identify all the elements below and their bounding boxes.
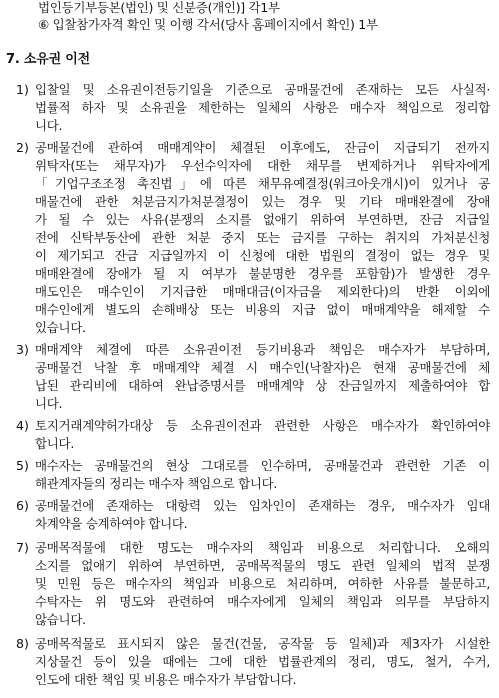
prev-item-6-number: ⑥ xyxy=(38,17,49,32)
item-line: 「기업구조조정 촉진법」에 따른 채무유예결정(워크아웃개시)이 있거나 공 xyxy=(35,176,490,191)
item-number: 4) xyxy=(16,418,29,433)
item-line: 소지를 없애기 위하여 부연하면, 공매목적물의 명도 관련 일체의 법적 분쟁 xyxy=(35,558,490,573)
item-line: 공매목적물에 대한 명도는 매수자의 책임과 비용으로 처리합니다. 오해의 xyxy=(35,540,490,555)
item-number: 6) xyxy=(16,498,29,513)
item-line: 매수인에게 별도의 손해배상 또는 비용의 지급 없이 매매계약을 해제할 수 xyxy=(35,302,490,317)
item-number: 5) xyxy=(16,458,29,473)
item-line: 매물건에 관한 처분금지가처분결정이 있는 경우 및 기타 매매완결에 장애 xyxy=(35,194,490,209)
item-line: 않습니다. xyxy=(35,612,86,627)
item-number: 1) xyxy=(16,82,29,97)
item-line: 해관계자들의 정리는 매수자 책임으로 합니다. xyxy=(35,476,278,491)
item-line: 수탁자는 위 명도와 관련하여 매수자에게 일체의 책임과 의무를 부담하지 xyxy=(35,594,490,609)
item-number: 2) xyxy=(16,140,29,155)
item-line: 인도에 대한 책임 및 비용은 매수자가 부담합니다. xyxy=(35,672,297,687)
item-line: 매도인은 매수인이 기지급한 매매대금(이자금을 제외한다)의 반환 이외에 xyxy=(35,284,490,299)
item-line: 납된 관리비에 대하여 완납증명서를 매매계약 상 잔금일까지 제출하여야 합 xyxy=(35,378,490,393)
prev-item-6 xyxy=(38,17,378,33)
item-line: 토지거래계약허가대상 등 소유권이전과 관련한 사항은 매수자가 확인하여야 xyxy=(35,418,490,433)
item-line: 법률적 하자 및 소유권을 제한하는 일체의 사항은 매수자 책임으로 정리합 xyxy=(35,100,490,115)
prev-item-continuation: 법인등기부등본(법인) 및 신분증(개인)] 각1부 xyxy=(38,0,280,15)
item-line: 니다. xyxy=(35,118,63,133)
item-number: 8) xyxy=(16,636,29,651)
item-line: 차계약을 승계하여야 합니다. xyxy=(35,516,188,531)
item-line: 전에 신탁부동산에 관한 처분 중지 또는 금지를 구하는 취지의 가처분신청 xyxy=(35,230,490,245)
item-line: 니다. xyxy=(35,396,63,411)
item-line: 위탁자(또는 채무자)가 우선수익자에 대한 채무를 변제하거나 위탁자에게 xyxy=(35,158,490,173)
section-title: 7. 소유권 이전 xyxy=(6,52,91,67)
item-line: 있습니다. xyxy=(35,320,86,335)
prev-item-6-text: 입찰참가자격 확인 및 이행 각서(당사 홈페이지에서 확인) 1부 xyxy=(52,17,378,32)
item-line: 매수자는 공매물건의 현상 그대로를 인수하며, 공매물건과 관련한 기존 이 xyxy=(35,458,490,473)
item-line: 가 될 수 있는 사유(분쟁의 소지를 없애기 위하여 부연하면, 잔금 지급일 xyxy=(35,212,490,227)
item-number: 3) xyxy=(16,342,29,357)
item-line: 지상물건 등이 있을 때에는 그에 대한 법률관계의 정리, 명도, 철거, 수거, xyxy=(35,654,490,669)
item-line: 공매물건에 존재하는 대항력 있는 임차인이 존재하는 경우, 매수자가 임대 xyxy=(35,498,490,513)
item-line: 공매물건 낙찰 후 매매계약 체결 시 매수인(낙찰자)은 현재 공매물건에 체 xyxy=(35,360,490,375)
item-line: 매매완결에 장애가 될 지 여부가 불분명한 경우를 포함함)가 발생한 경우 xyxy=(35,266,490,281)
item-line: 공매물건에 관하여 매매계약이 체결된 이후에도, 잔금이 지급되기 전까지 xyxy=(35,140,490,155)
item-line: 매매계약 체결에 따른 소유권이전 등기비용과 책임은 매수자가 부담하며, xyxy=(35,342,490,357)
item-line: 이 제기되고 잔금 지급일까지 이 신청에 대한 법원의 결정이 없는 경우 및 xyxy=(35,248,490,263)
item-number: 7) xyxy=(16,540,29,555)
item-line: 합니다. xyxy=(35,436,74,451)
item-line: 및 민원 등은 매수자의 책임과 비용으로 처리하며, 여하한 사유를 불문하고, xyxy=(35,576,490,591)
item-line: 공매목적물로 표시되지 않은 물건(건물, 공작물 등 일체)과 제3자가 시설한 xyxy=(35,636,490,651)
item-line: 입찰일 및 소유권이전등기일을 기준으로 공매물건에 존재하는 모든 사실적· xyxy=(35,82,490,97)
